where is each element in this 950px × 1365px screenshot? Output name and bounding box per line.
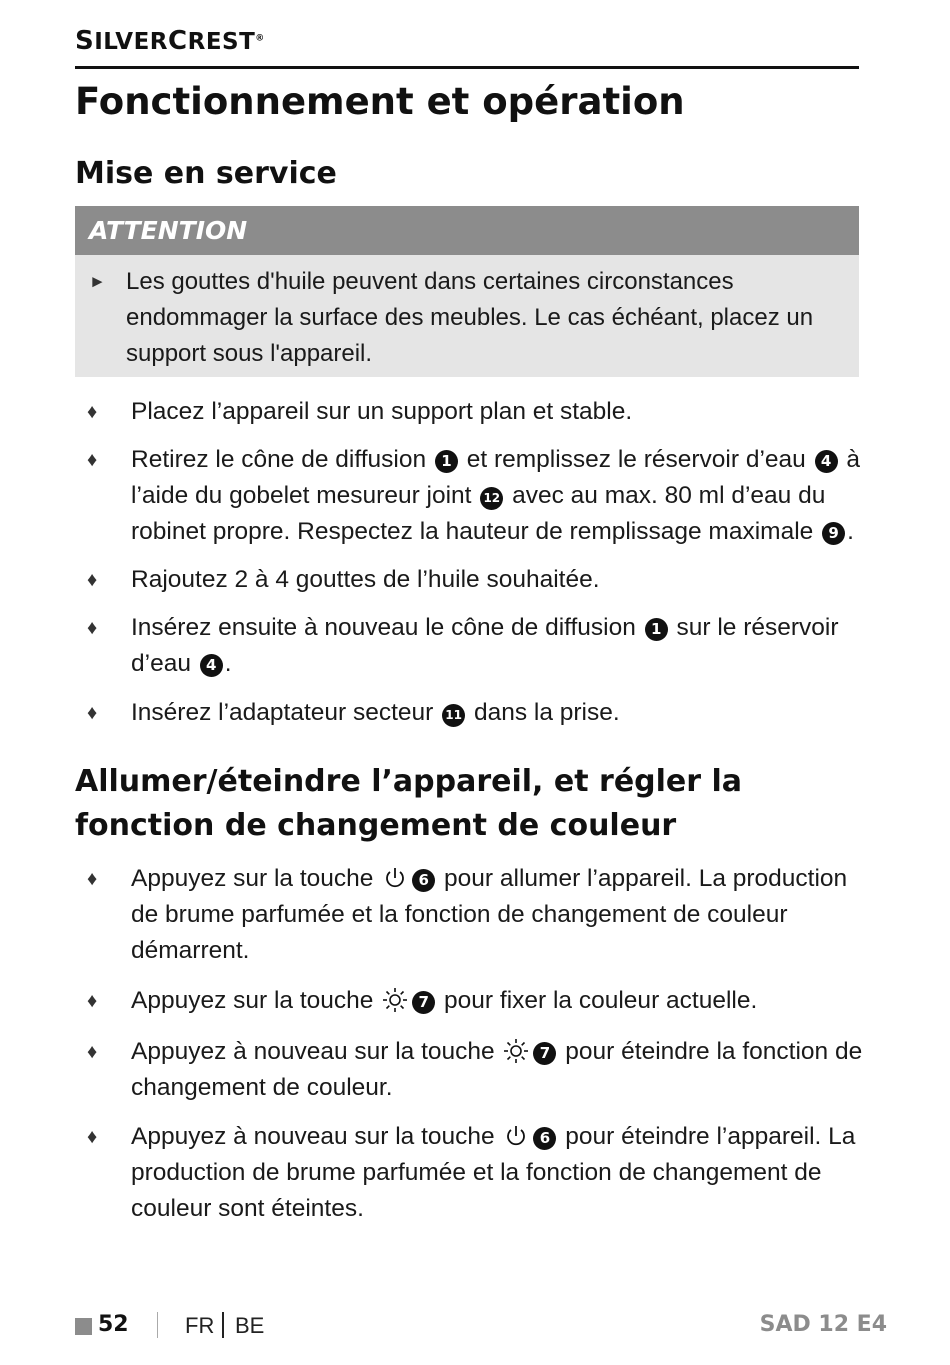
callout-number: 1: [435, 450, 458, 473]
callout-number: 4: [200, 654, 223, 677]
section-heading-allumer: Allumer/éteindre l’appareil, et régler la fonction de changement de couleur: [75, 764, 743, 843]
footer-divider: [222, 1312, 224, 1338]
diamond-bullet-icon: ♦: [87, 449, 98, 471]
header-rule: [75, 66, 859, 69]
language-code-fr: FR: [185, 1313, 215, 1338]
callout-number: 7: [412, 991, 435, 1014]
diamond-bullet-icon: ♦: [87, 617, 98, 639]
callout-number: 1: [645, 618, 668, 641]
callout-number: 11: [442, 704, 465, 727]
light-icon: [503, 1038, 529, 1064]
diamond-bullet-icon: ♦: [87, 401, 98, 423]
attention-text: Les gouttes d'huile peuvent dans certaines circonstances endommager la surface des meubles. Le cas échéant, placez un support sous l'appareil.: [126, 268, 814, 367]
grey-square-icon: [75, 1318, 92, 1335]
attention-box: [75, 255, 859, 377]
section-heading-mise-en-service: Mise en service: [75, 156, 337, 191]
diamond-bullet-icon: ♦: [87, 569, 98, 591]
callout-number: 12: [480, 487, 503, 510]
brand-logo: SILVERCREST®: [75, 26, 265, 56]
page-footer: [75, 1310, 887, 1342]
power-icon: [503, 1123, 529, 1149]
diamond-bullet-icon: ♦: [87, 1041, 98, 1063]
language-code-be: BE: [235, 1313, 265, 1338]
attention-label: ATTENTION: [89, 216, 248, 245]
model-number: SAD 12 E4: [759, 1312, 887, 1337]
callout-number: 6: [533, 1127, 556, 1150]
power-icon: [382, 865, 408, 891]
attention-header: [75, 206, 859, 255]
diamond-bullet-icon: ♦: [87, 702, 98, 724]
callout-number: 7: [533, 1042, 556, 1065]
page-title: Fonctionnement et opération: [75, 80, 685, 123]
diamond-bullet-icon: ♦: [87, 868, 98, 890]
callout-number: 4: [815, 450, 838, 473]
callout-number: 6: [412, 869, 435, 892]
triangle-arrow-icon: ►: [89, 272, 106, 291]
diamond-bullet-icon: ♦: [87, 990, 98, 1012]
light-icon: [382, 987, 408, 1013]
footer-divider: [157, 1312, 158, 1338]
page-number: 52: [98, 1312, 129, 1337]
callout-number: 9: [822, 522, 845, 545]
diamond-bullet-icon: ♦: [87, 1126, 98, 1148]
